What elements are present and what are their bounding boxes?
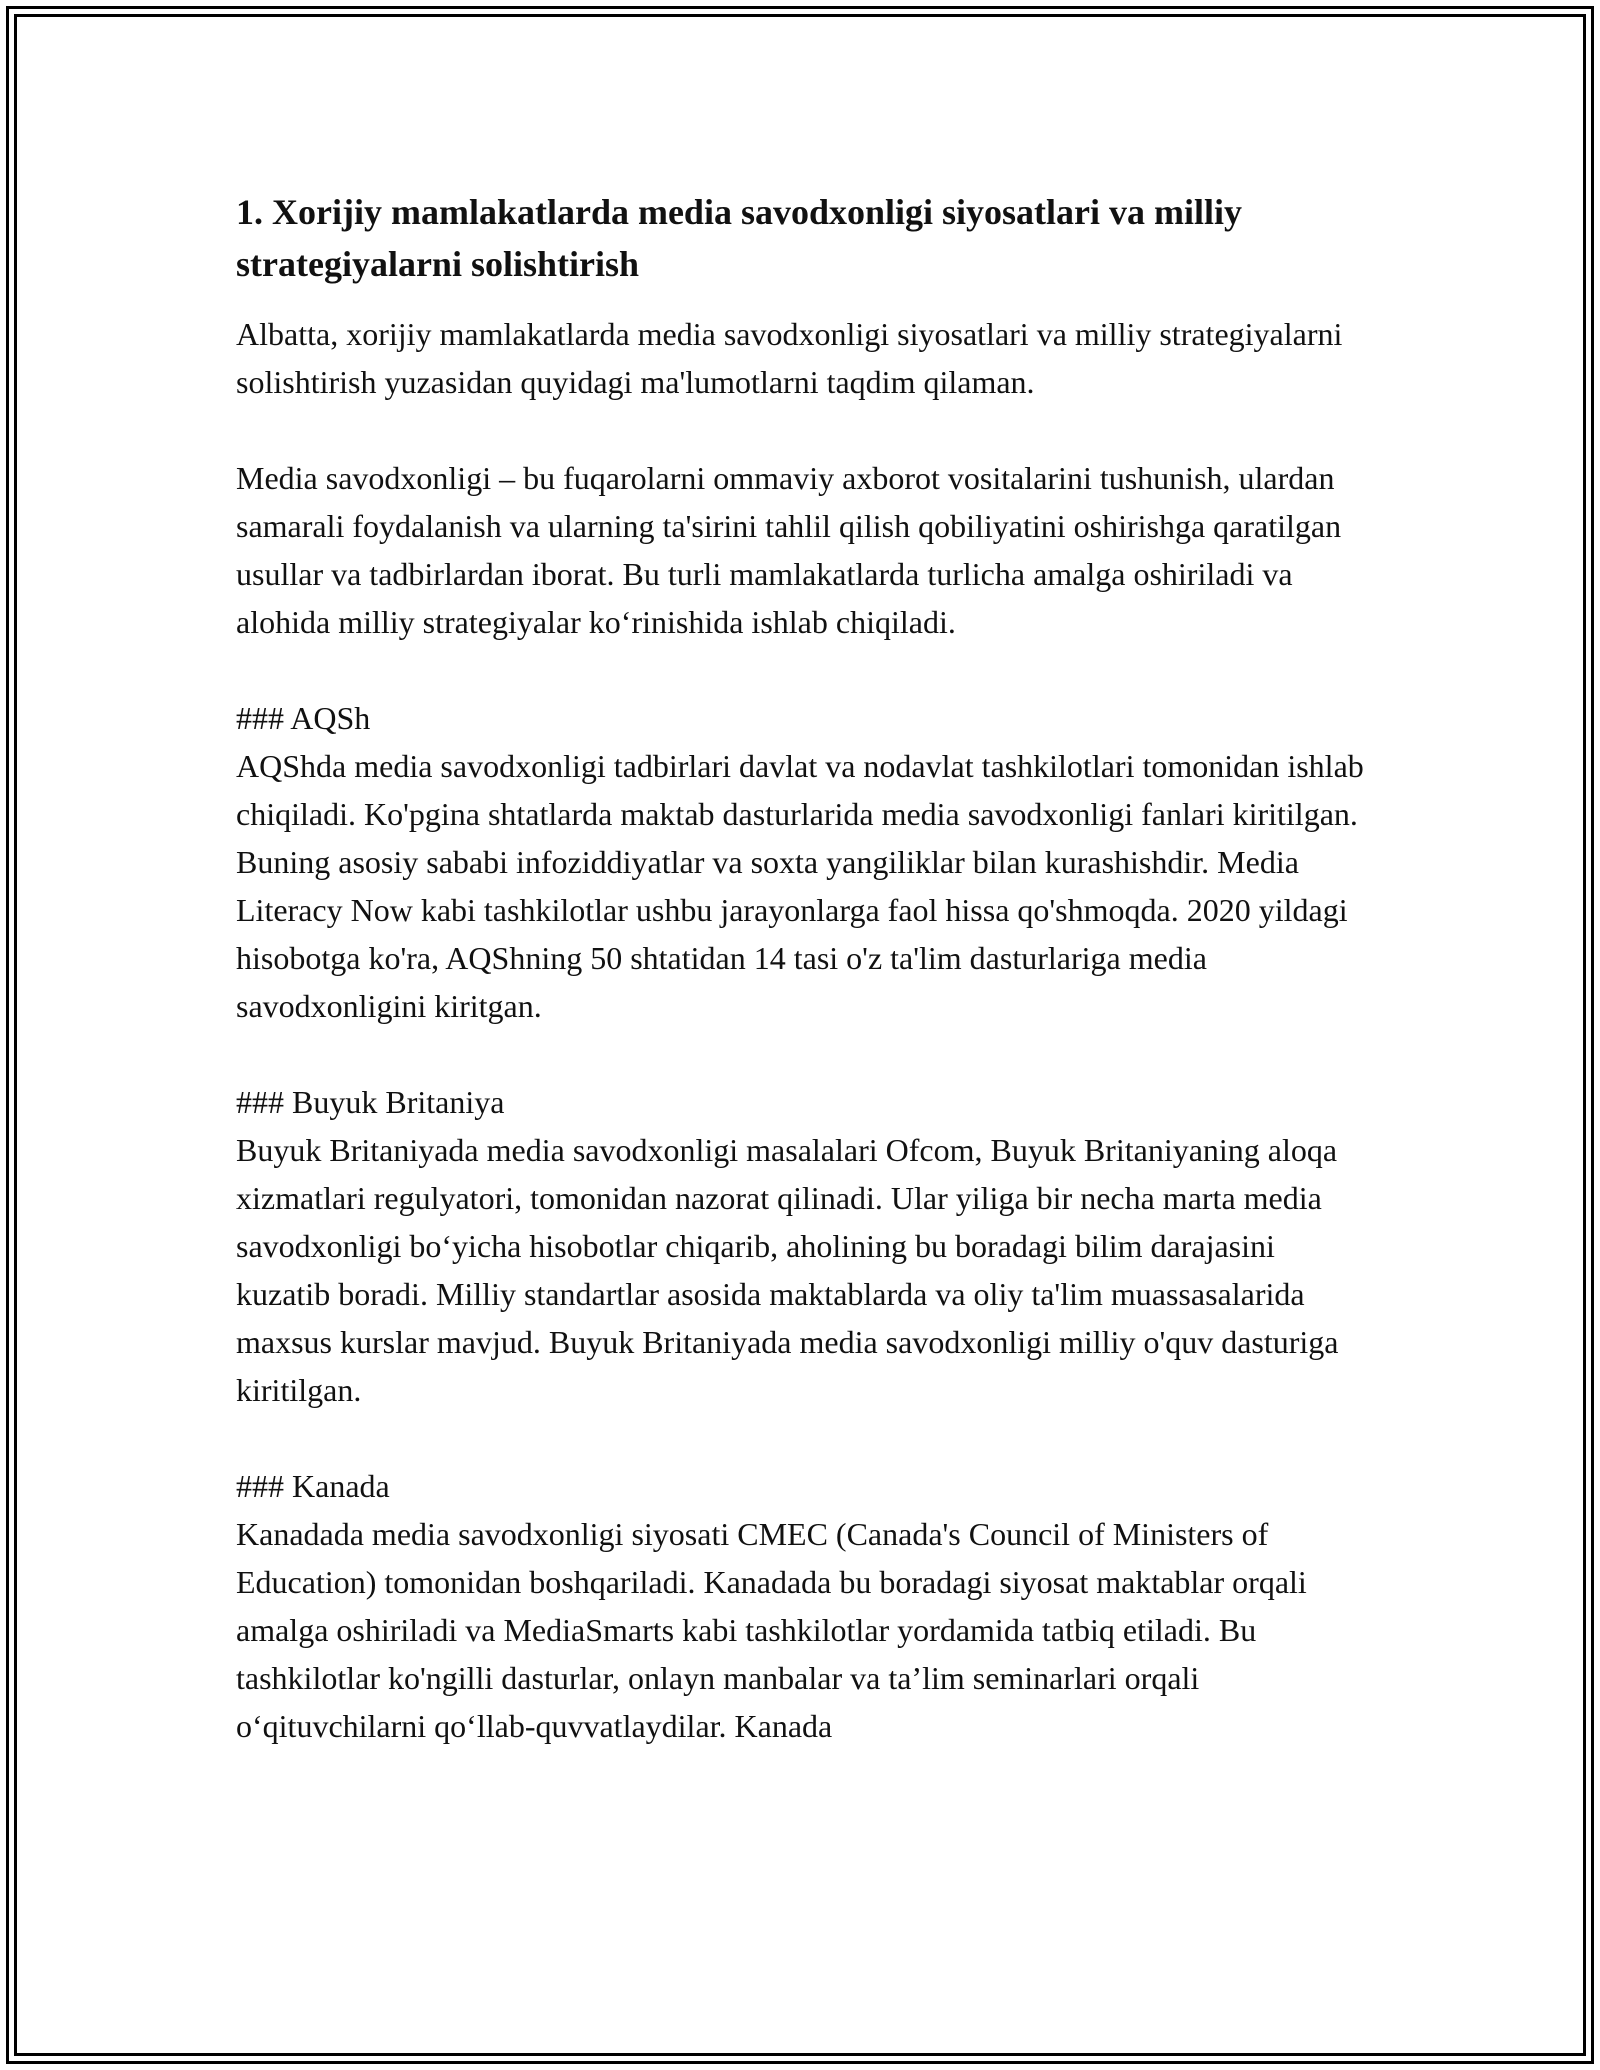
section-buyuk-britaniya bbox=[236, 1078, 1376, 1414]
section-kanada bbox=[236, 1462, 1376, 1750]
document-body bbox=[236, 186, 1376, 1798]
document-title: 1. Xorijiy mamlakatlarda media savodxonligi siyosatlari va milliy strategiyalarni solishtirish bbox=[236, 192, 1242, 284]
section-heading-aqsh: ### AQSh bbox=[236, 700, 371, 736]
section-body-aqsh: AQShda media savodxonligi tadbirlari davlat va nodavlat tashkilotlari tomonidan ishlab chiqiladi. Ko'pgina shtatlarda maktab dasturlarida media savodxonligi fanlari kiritilgan. Buning asosiy sababi infoziddiyatlar va soxta yangiliklar bilan kurashishdir. Media Literacy Now kabi tashkilotlar ushbu jarayonlarga faol hissa qo'shmoqda. 2020 yildagi hisobotga ko'ra, AQShning 50 shtatidan 14 tasi o'z ta'lim dasturlariga media savodxonligini kiritgan. bbox=[236, 748, 1364, 1024]
section-heading-buyuk-britaniya: ### Buyuk Britaniya bbox=[236, 1084, 505, 1120]
section-heading-kanada: ### Kanada bbox=[236, 1468, 390, 1504]
intro-paragraph: Albatta, xorijiy mamlakatlarda media savodxonligi siyosatlari va milliy strategiyalarni solishtirish yuzasidan quyidagi ma'lumotlarni taqdim qilaman. bbox=[236, 316, 1343, 400]
section-body-kanada: Kanadada media savodxonligi siyosati CMEC (Canada's Council of Ministers of Education) tomonidan boshqariladi. Kanadada bu boradagi siyosat maktablar orqali amalga oshiriladi va MediaSmarts kabi tashkilotlar yordamida tatbiq etiladi. Bu tashkilotlar ko'ngilli dasturlar, onlayn manbalar va ta’lim seminarlari orqali o‘qituvchilarni qo‘llab-quvvatlaydilar. Kanada bbox=[236, 1516, 1307, 1744]
section-body-buyuk-britaniya: Buyuk Britaniyada media savodxonligi masalalari Ofcom, Buyuk Britaniyaning aloqa xizmatlari regulyatori, tomonidan nazorat qilinadi. Ular yiliga bir necha marta media savodxonligi bo‘yicha hisobotlar chiqarib, aholining bu boradagi bilim darajasini kuzatib boradi. Milliy standartlar asosida maktablarda va oliy ta'lim muassasalarida maxsus kurslar mavjud. Buyuk Britaniyada media savodxonligi milliy o'quv dasturiga kiritilgan. bbox=[236, 1132, 1339, 1408]
section-aqsh bbox=[236, 694, 1376, 1030]
definition-paragraph: Media savodxonligi – bu fuqarolarni ommaviy axborot vositalarini tushunish, ulardan samarali foydalanish va ularning ta'sirini tahlil qilish qobiliyatini oshirishga qaratilgan usullar va tadbirlardan iborat. Bu turli mamlakatlarda turlicha amalga oshiriladi va alohida milliy strategiyalar ko‘rinishida ishlab chiqiladi. bbox=[236, 460, 1342, 640]
